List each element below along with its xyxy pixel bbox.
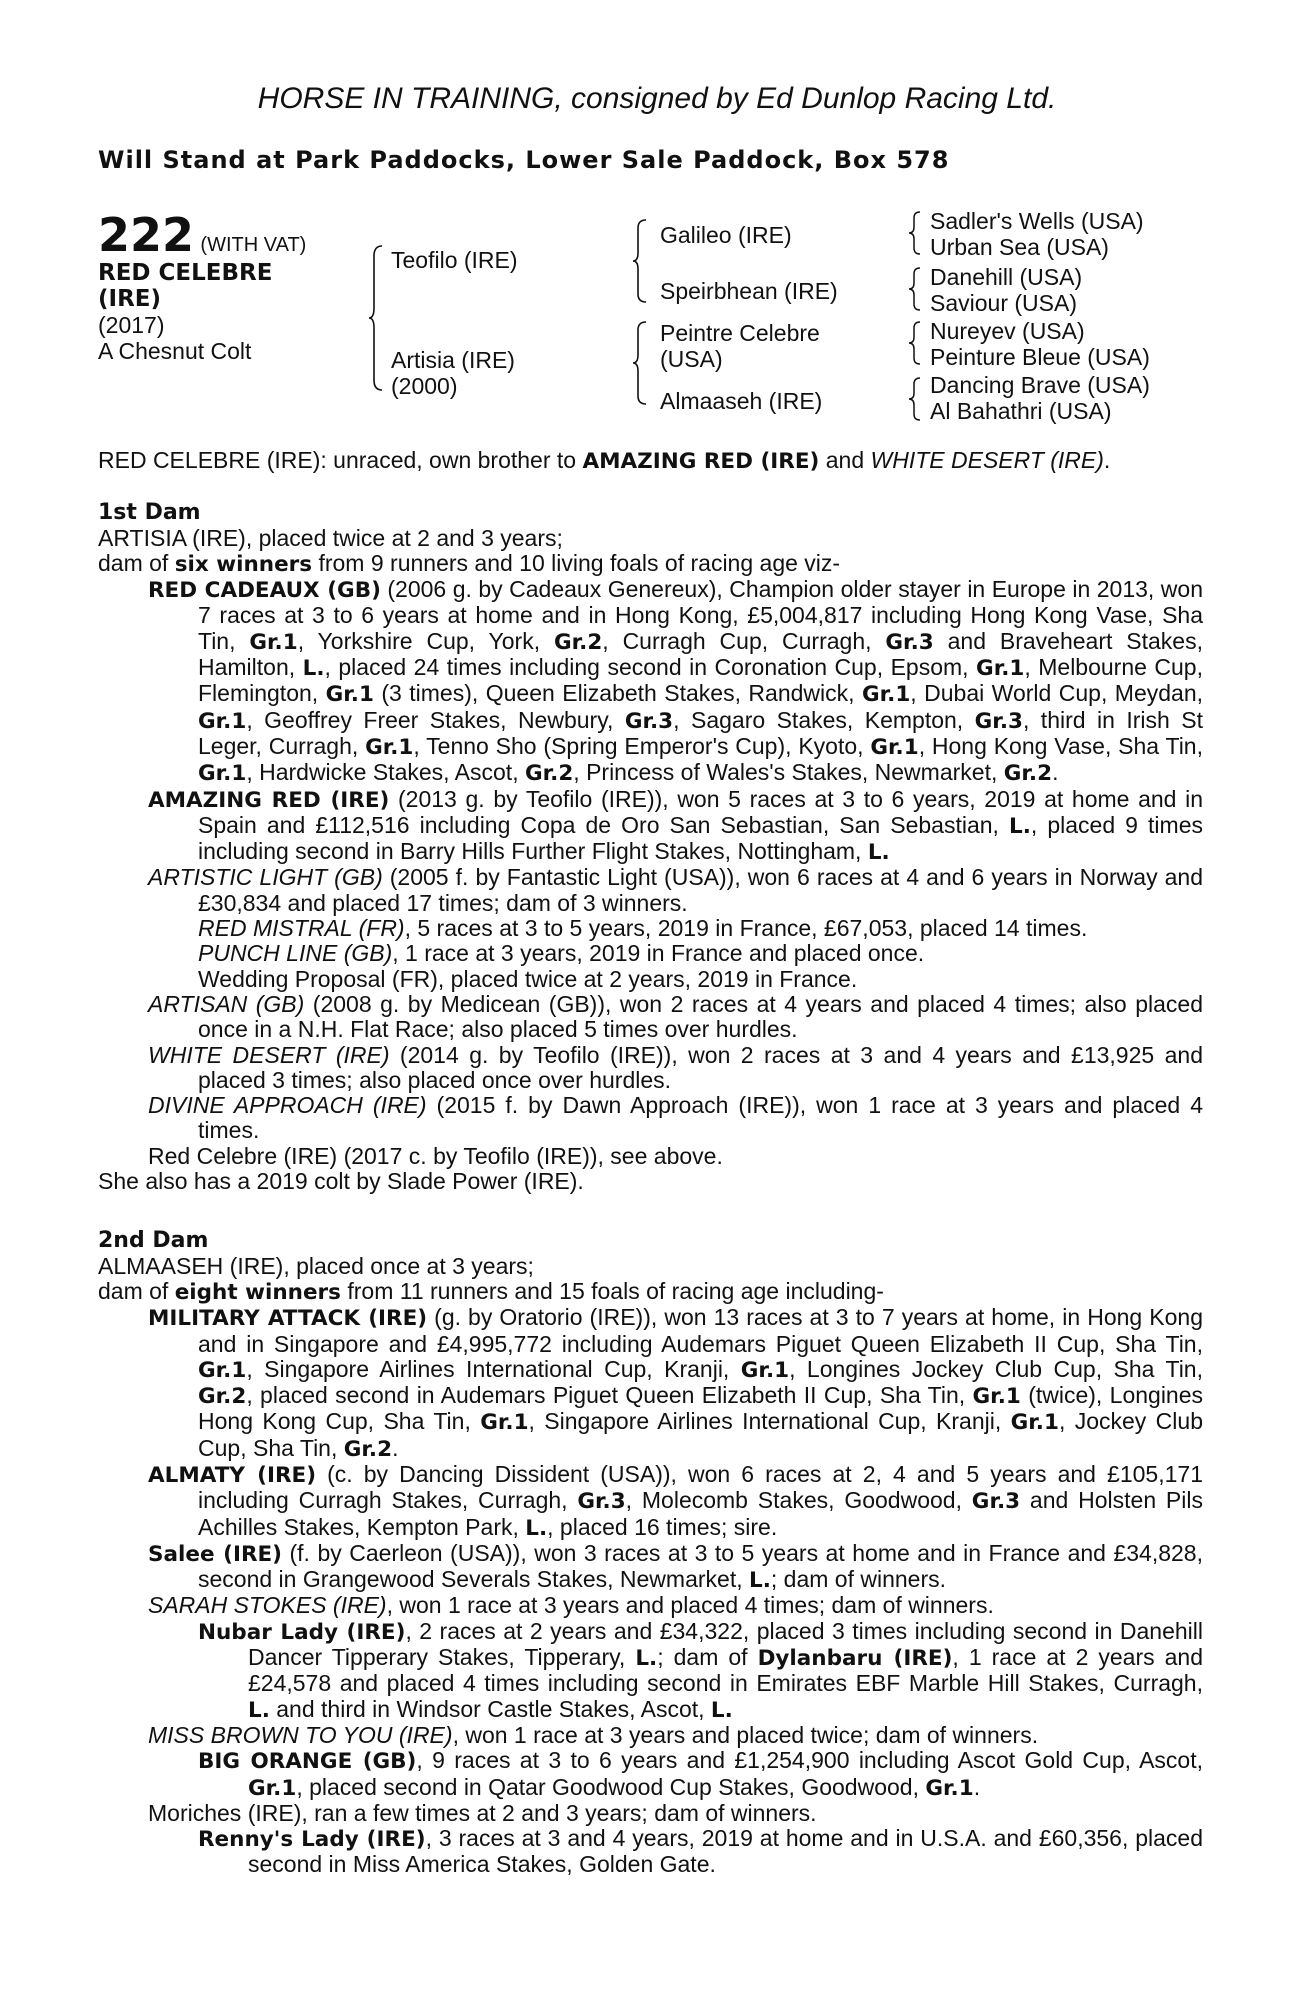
produce-punch-line [98,941,1203,966]
text: , Geoffrey Freer Stakes, Newbury, [246,706,625,733]
horse-name: AMAZING RED (IRE) [148,787,390,813]
text: and third in Windsor Castle Stakes, Ascot, [269,1695,711,1722]
text: , 2 races at 2 years and £34,322, placed 3 times including second in Danehill Dancer Tipperary Stakes, Tipperary, [248,1617,1204,1671]
grade: Gr.1 [198,1357,247,1383]
horse-name: Salee (IRE) [148,1541,283,1567]
pedigree-ggs: Sadler's Wells (USA) [930,208,1144,234]
text: , placed second in Qatar Goodwood Cup Stakes, Goodwood, [296,1773,926,1800]
horse-description: A Chesnut Colt [98,338,252,364]
text: . [973,1773,981,1800]
horse-name: WHITE DESERT (IRE) [148,1041,390,1068]
text: , won 1 race at 3 years and placed twice; dam of winners. [452,1721,1039,1748]
horse-name: RED CADEAUX (GB) [148,578,381,604]
text: , won 1 race at 3 years and placed 4 times; dam of winners. [386,1592,994,1619]
grade: L. [1009,813,1031,839]
horse-name: ARTISAN (GB) [148,990,305,1017]
second-dam-line: ALMAASEH (IRE), placed once at 3 years; [98,1252,534,1279]
grade: Gr.1 [480,1410,529,1436]
produce-amazing-red [98,787,1203,866]
brace-icon [368,244,384,392]
brace-icon [632,320,648,406]
text: (c. by Dancing Dissident (USA)), won 6 races at 2, 4 and 5 years and £105,171 including Curragh Stakes, Curragh, [198,1460,1203,1514]
text: and Holsten Pils Achilles Stakes, Kempton Park, [198,1487,1203,1540]
first-dam-line: ARTISIA (IRE), placed twice at 2 and 3 years; [98,524,563,551]
intro-text: and [819,447,871,473]
pedigree-ggs: Nureyev (USA) [930,318,1085,344]
text: , third in Irish St Leger, Curragh, [198,706,1203,759]
produce-salee [98,1541,1203,1594]
produce-moriches: Moriches (IRE), ran a few times at 2 and 3 years; dam of winners. [148,1799,817,1826]
intro-text: RED CELEBRE (IRE): unraced, own brother to [98,447,583,473]
produce-nubar-lady [98,1619,1203,1723]
text: , Dubai World Cup, Meydan, [910,680,1204,707]
first-dam-also: She also has a 2019 colt by Slade Power (IRE). [98,1168,584,1195]
text: (twice), Longines Hong Kong Cup, Sha Tin, [198,1382,1204,1435]
grade: Gr.1 [198,708,247,734]
grade: Gr.3 [974,708,1023,734]
lot-info [98,210,358,364]
text: , 3 races at 3 and 4 years, 2019 at home and in U.S.A. and £60,356, placed second in Miss America Stakes, Golden Gate. [248,1825,1203,1878]
text: , Sagaro Stakes, Kempton, [673,706,975,733]
text: (2013 g. by Teofilo (IRE)), won 5 races at 3 to 6 years, 2019 at home and in Spain and £112,516 including Copa de Oro San Sebastian, San Sebastian, [198,785,1204,838]
grade: Gr.2 [1003,761,1053,787]
produce-red-cadeaux [98,577,1203,786]
text: dam of [98,549,175,576]
pedigree-ggs: Saviour (USA) [930,290,1077,316]
text: ; dam of winners. [770,1566,947,1593]
grade: L. [635,1646,658,1672]
winner-count: six winners [174,551,313,577]
page-title: HORSE IN TRAINING, consigned by Ed Dunlop Racing Ltd. [257,82,1057,115]
text: , 5 races at 3 to 5 years, 2019 in France, £67,053, placed 14 times. [404,915,1088,942]
intro-paragraph [98,448,1203,474]
pedigree-ggs: Danehill (USA) [930,264,1083,290]
pedigree-notes [98,448,1203,1878]
text: , Singapore Airlines International Cup, Kranji, [246,1355,741,1382]
spacer [98,1194,1203,1228]
text: (2014 g. by Teofilo (IRE)), won 2 races at 3 and 4 years and £13,925 and placed 3 times; also placed once over hurdles. [198,1041,1203,1093]
text: , Hardwicke Stakes, Ascot, [246,759,525,786]
grade: Gr.1 [1010,1410,1059,1436]
grade: L. [525,1515,548,1541]
produce-military-attack [98,1305,1203,1462]
grade: Gr.1 [861,682,911,708]
horse-name: Nubar Lady (IRE) [198,1619,406,1645]
grade: Gr.2 [198,1384,247,1410]
text: , Molecomb Stakes, Goodwood, [625,1487,972,1514]
horse-name: RED CELEBRE [98,260,273,286]
text: (2006 g. by Cadeaux Genereux), Champion older stayer in Europe in 2013, won 7 races at 3 to 6 years at home and in Hong Kong, £5,004,817 including Hong Kong Vase, Sha Tin, [198,576,1203,654]
text: from 11 runners and 15 foals of racing age including- [340,1277,884,1304]
brace-icon [908,376,922,422]
pedigree-ggs: Urban Sea (USA) [930,234,1109,260]
horse-name: RED MISTRAL (FR) [198,915,405,942]
second-dam-heading: 2nd Dam [98,1228,209,1254]
horse-name: Dylanbaru (IRE) [757,1646,953,1672]
pedigree-dam-sire-country: (USA) [660,346,723,372]
horse-name: MILITARY ATTACK (IRE) [148,1306,428,1332]
produce-artisan [98,992,1203,1043]
horse-name: MISS BROWN TO YOU (IRE) [148,1721,453,1748]
produce-rennys-lady [98,1826,1203,1878]
produce-wedding-proposal: Wedding Proposal (FR), placed twice at 2 years, 2019 in France. [198,965,858,992]
produce-miss-brown [98,1723,1203,1748]
brace-icon [908,320,922,366]
horse-name: PUNCH LINE (GB) [198,940,393,967]
text: (f. by Caerleon (USA)), won 3 races at 3 to 5 years at home and in France and £34,828, second in Grangewood Severals Stakes, Newmarket, [198,1539,1203,1593]
grade: L. [749,1568,771,1594]
grade: Gr.1 [249,629,298,655]
produce-red-celebre: Red Celebre (IRE) (2017 c. by Teofilo (IRE)), see above. [148,1142,723,1169]
first-dam-heading: 1st Dam [98,500,201,526]
horse-name-country: (IRE) [98,286,162,312]
text: , placed 16 times; sire. [547,1513,778,1540]
text: , Yorkshire Cup, York, [297,627,554,654]
pedigree-sire-dam: Speirbhean (IRE) [660,278,838,304]
text: ; dam of [657,1644,758,1671]
text: , Melbourne Cup, Flemington, [198,654,1203,707]
grade: Gr.1 [740,1357,790,1383]
brace-icon [632,218,648,304]
horse-link: WHITE DESERT (IRE) [870,447,1104,473]
text: , Hong Kong Vase, Sha Tin, [918,732,1203,759]
text: , 1 race at 3 years, 2019 in France and placed once. [392,940,925,967]
pedigree-sire-sire: Galileo (IRE) [660,222,792,248]
first-dam-produce-summary [98,551,1203,577]
grade: Gr.1 [870,734,919,760]
foaling-year: (2017) [98,312,165,338]
text: , placed 24 times including second in Coronation Cup, Epsom, [324,654,977,681]
pedigree-dam-year: (2000) [391,373,458,399]
produce-divine-approach [98,1093,1203,1144]
pedigree-dam-sire: Peintre Celebre [660,320,820,346]
text: (2005 f. by Fantastic Light (USA)), won 6 races at 4 and 6 years in Norway and £30,834 and placed 17 times; dam of 3 winners. [198,864,1203,916]
text: . [392,1434,399,1461]
grade: Gr.1 [325,682,374,708]
text: , 9 races at 3 to 6 years and £1,254,900 including Ascot Gold Cup, Ascot, [416,1747,1203,1774]
text: (2015 f. by Dawn Approach (IRE)), won 1 race at 3 years and placed 4 times. [198,1092,1203,1144]
pedigree-dam-dam: Almaaseh (IRE) [660,388,823,414]
intro-text: . [1103,447,1111,473]
text: (3 times), Queen Elizabeth Stakes, Randwick, [373,680,862,707]
text: from 9 runners and 10 living foals of racing age viz- [312,549,841,576]
pedigree-dam: Artisia (IRE) [391,347,515,373]
grade: Gr.3 [885,629,934,655]
horse-name: BIG ORANGE (GB) [198,1749,417,1775]
grade: Gr.1 [198,761,247,787]
pedigree-ggs: Dancing Brave (USA) [930,372,1150,398]
text: , 1 race at 2 years and £24,578 and placed 4 times including second in Emirates EBF Marble Hill Stakes, Curragh, [248,1644,1204,1697]
grade: Gr.2 [343,1436,393,1462]
text: , Singapore Airlines International Cup, Kranji, [528,1408,1011,1435]
lot-number: 222 [98,208,195,262]
produce-white-desert [98,1043,1203,1094]
text: dam of [98,1277,175,1304]
grade: L. [710,1697,733,1723]
text: , Jockey Club Cup, Sha Tin, [198,1408,1203,1461]
grade: L. [302,656,325,682]
second-dam-produce-summary [98,1279,1203,1305]
pedigree-sire: Teofilo (IRE) [391,247,518,273]
text: , placed second in Audemars Piguet Queen Elizabeth II Cup, Sha Tin, [246,1382,973,1409]
stand-location: Will Stand at Park Paddocks, Lower Sale Paddock, Box 578 [98,146,950,174]
brace-icon [908,210,922,256]
horse-name: Renny's Lady (IRE) [198,1827,426,1853]
text: , Princess of Wales's Stakes, Newmarket, [573,759,1004,786]
horse-name: DIVINE APPROACH (IRE) [148,1092,427,1119]
grade: Gr.1 [365,734,414,760]
grade: Gr.3 [971,1489,1021,1515]
text: . [1052,759,1059,786]
spacer [98,474,1203,500]
grade: Gr.1 [972,1384,1021,1410]
text: , Curragh Cup, Curragh, [602,627,886,654]
horse-name: ARTISTIC LIGHT (GB) [148,864,383,891]
pedigree-ggs: Al Bahathri (USA) [930,398,1112,424]
text: , placed 9 times including second in Barry Hills Further Flight Stakes, Nottingham, [198,811,1203,865]
grade: L. [867,840,890,866]
grade: Gr.1 [976,656,1025,682]
produce-almaty [98,1462,1203,1541]
horse-link: AMAZING RED (IRE) [582,449,820,474]
text: (g. by Oratorio (IRE)), won 13 races at 3 to 7 years at home, in Hong Kong and in Singapore and £4,995,772 including Audemars Piguet Queen Elizabeth II Cup, Sha Tin, [198,1304,1203,1357]
produce-big-orange [98,1748,1203,1801]
grade: Gr.1 [248,1775,297,1801]
text: , Tenno Sho (Spring Emperor's Cup), Kyoto, [413,732,871,759]
grade: Gr.3 [577,1489,626,1515]
winner-count: eight winners [174,1279,341,1305]
brace-icon [908,266,922,312]
text: and Braveheart Stakes, Hamilton, [198,627,1203,681]
horse-name: SARAH STOKES (IRE) [148,1592,387,1619]
produce-artistic-light [98,865,1203,916]
grade: Gr.1 [925,1775,974,1801]
grade: Gr.2 [524,761,574,787]
produce-sarah-stokes [98,1593,1203,1618]
vat-note: (WITH VAT) [200,234,307,256]
produce-red-mistral [98,916,1203,941]
grade: Gr.3 [624,708,674,734]
horse-name: ALMATY (IRE) [148,1462,317,1488]
grade: L. [248,1697,270,1723]
text: , Longines Jockey Club Cup, Sha Tin, [789,1355,1203,1382]
grade: Gr.2 [553,629,603,655]
text: (2008 g. by Medicean (GB)), won 2 races at 4 years and placed 4 times; also placed once in a N.H. Flat Race; also placed 5 times over hurdles. [198,990,1203,1043]
pedigree-ggs: Peinture Bleue (USA) [930,344,1150,370]
